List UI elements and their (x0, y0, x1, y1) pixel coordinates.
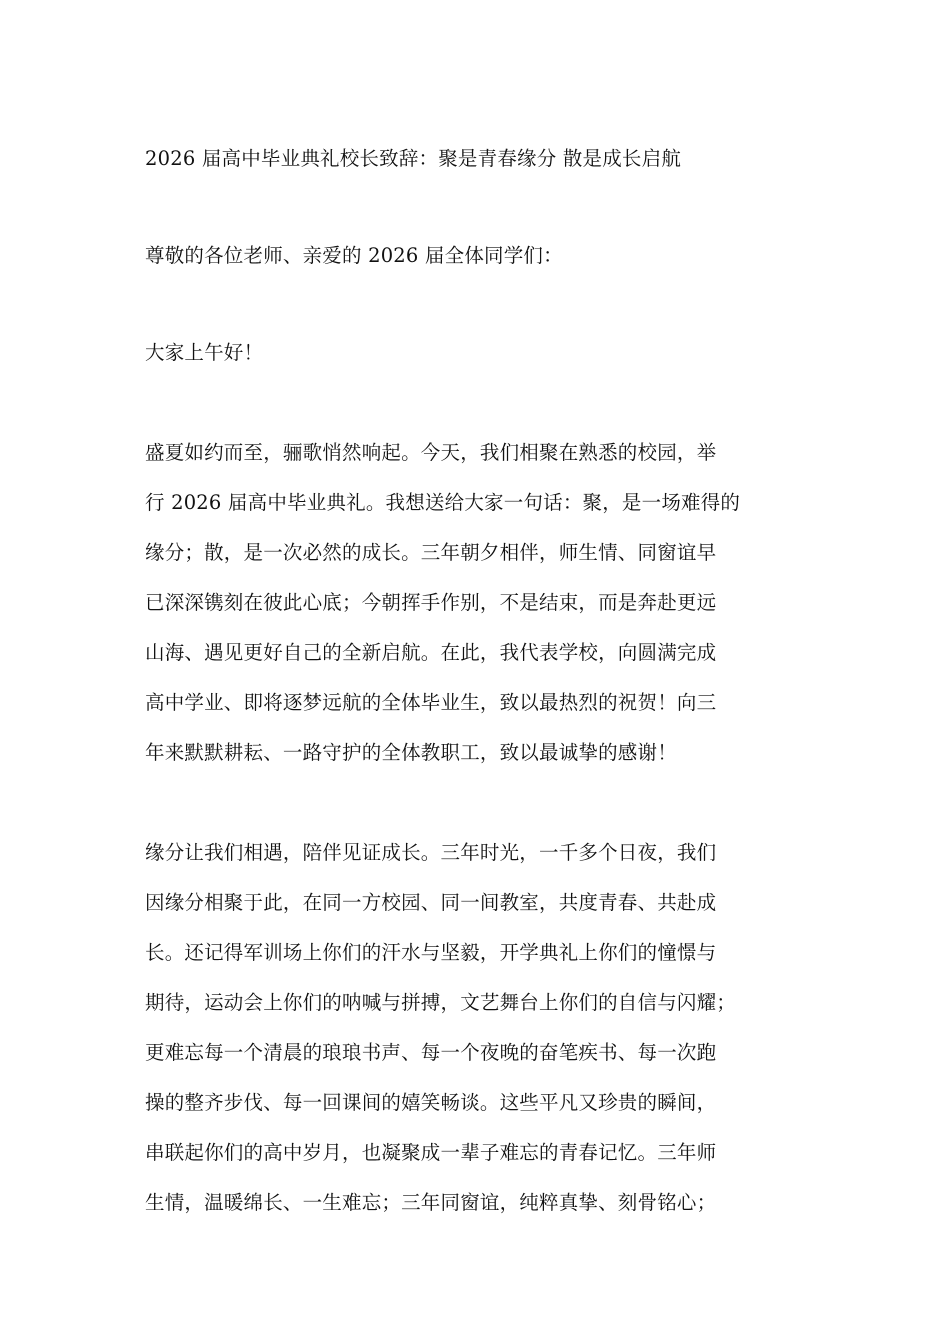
paragraph-line: 期待，运动会上你们的呐喊与拼搏，文艺舞台上你们的自信与闪耀； (145, 991, 737, 1014)
document-title: 2026 届高中毕业典礼校长致辞：聚是青春缘分 散是成长启航 (145, 147, 682, 170)
paragraph-line: 高中学业、即将逐梦远航的全体毕业生，致以最热烈的祝贺！向三 (145, 691, 717, 714)
paragraph-2 (145, 828, 810, 1228)
paragraph-line: 盛夏如约而至，骊歌悄然响起。今天，我们相聚在熟悉的校园，举 (145, 441, 717, 464)
paragraph-line: 生情，温暖绵长、一生难忘；三年同窗谊，纯粹真挚、刻骨铭心； (145, 1191, 717, 1214)
paragraph-line: 缘分让我们相遇，陪伴见证成长。三年时光，一千多个日夜，我们 (145, 841, 717, 864)
paragraph-line: 因缘分相聚于此，在同一方校园、同一间教室，共度青春、共赴成 (145, 891, 717, 914)
paragraph-1 (145, 428, 810, 778)
paragraph-line: 山海、遇见更好自己的全新启航。在此，我代表学校，向圆满完成 (145, 641, 717, 664)
spacer (145, 281, 810, 328)
paragraph-line: 缘分；散，是一次必然的成长。三年朝夕相伴，师生情、同窗谊早 (145, 541, 717, 564)
spacer (145, 184, 810, 231)
spacer (145, 378, 810, 428)
paragraph-line: 行 2026 届高中毕业典礼。我想送给大家一句话：聚，是一场难得的 (145, 491, 741, 514)
paragraph-line: 已深深镌刻在彼此心底；今朝挥手作别，不是结束，而是奔赴更远 (145, 591, 717, 614)
salutation: 尊敬的各位老师、亲爱的 2026 届全体同学们： (145, 244, 563, 267)
document-body (145, 134, 810, 1228)
paragraph-line: 串联起你们的高中岁月，也凝聚成一辈子难忘的青春记忆。三年师 (145, 1141, 717, 1164)
paragraph-line: 操的整齐步伐、每一回课间的嬉笑畅谈。这些平凡又珍贵的瞬间， (145, 1091, 717, 1114)
paragraph-line: 长。还记得军训场上你们的汗水与坚毅，开学典礼上你们的憧憬与 (145, 941, 717, 964)
greeting: 大家上午好！ (145, 341, 264, 364)
paragraph-line: 更难忘每一个清晨的琅琅书声、每一个夜晚的奋笔疾书、每一次跑 (145, 1041, 717, 1064)
spacer (145, 778, 810, 828)
paragraph-line: 年来默默耕耘、一路守护的全体教职工，致以最诚挚的感谢！ (145, 741, 677, 764)
